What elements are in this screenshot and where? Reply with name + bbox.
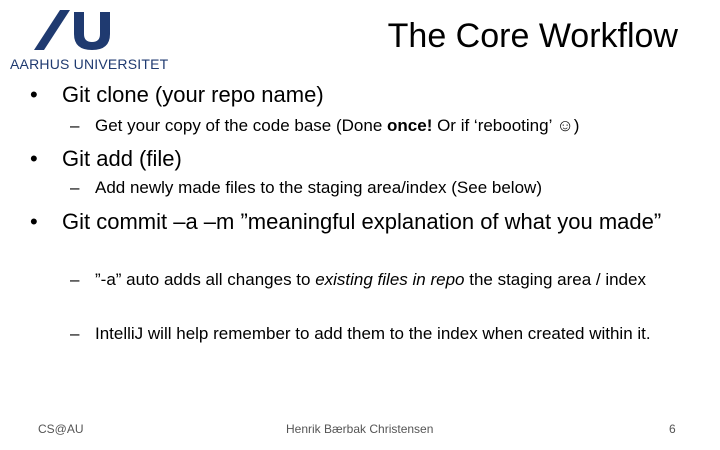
footer-author: Henrik Bærbak Christensen xyxy=(286,422,434,436)
bullet-git-commit xyxy=(30,209,682,235)
sub-bullet-add xyxy=(70,176,680,200)
dash-marker: – xyxy=(70,270,80,289)
bullet-text: Git clone (your repo name) xyxy=(62,82,324,107)
dash-marker: – xyxy=(70,178,80,197)
sub-bullet-clone xyxy=(70,114,680,138)
university-name: AARHUS UNIVERSITET xyxy=(10,56,169,72)
bullet-marker: • xyxy=(30,209,38,234)
footer-course: CS@AU xyxy=(38,422,84,436)
sub-bullet-intellij xyxy=(70,322,680,346)
university-logo xyxy=(8,6,178,72)
sub-bullet-commit-a xyxy=(70,268,680,292)
bullet-text: Git commit –a –m ”meaningful explanation of what you made” xyxy=(62,209,662,234)
sub-bullet-text: Add newly made files to the staging area/index (See below) xyxy=(95,178,542,197)
sub-bullet-text: ”-a” auto adds all changes to existing files in repo the staging area / index xyxy=(95,270,646,289)
bullet-marker: • xyxy=(30,82,38,107)
bullet-marker: • xyxy=(30,146,38,171)
dash-marker: – xyxy=(70,324,80,343)
au-seal-icon xyxy=(30,6,140,52)
dash-marker: – xyxy=(70,116,80,135)
bullet-text: Git add (file) xyxy=(62,146,182,171)
sub-bullet-text: Get your copy of the code base (Done once! Or if ‘rebooting’ ☺) xyxy=(95,116,580,135)
sub-bullet-text: IntelliJ will help remember to add them to the index when created within it. xyxy=(95,324,651,343)
page-number: 6 xyxy=(669,422,676,436)
bullet-git-add xyxy=(30,146,682,172)
bullet-git-clone xyxy=(30,82,682,108)
slide-title: The Core Workflow xyxy=(387,17,678,55)
